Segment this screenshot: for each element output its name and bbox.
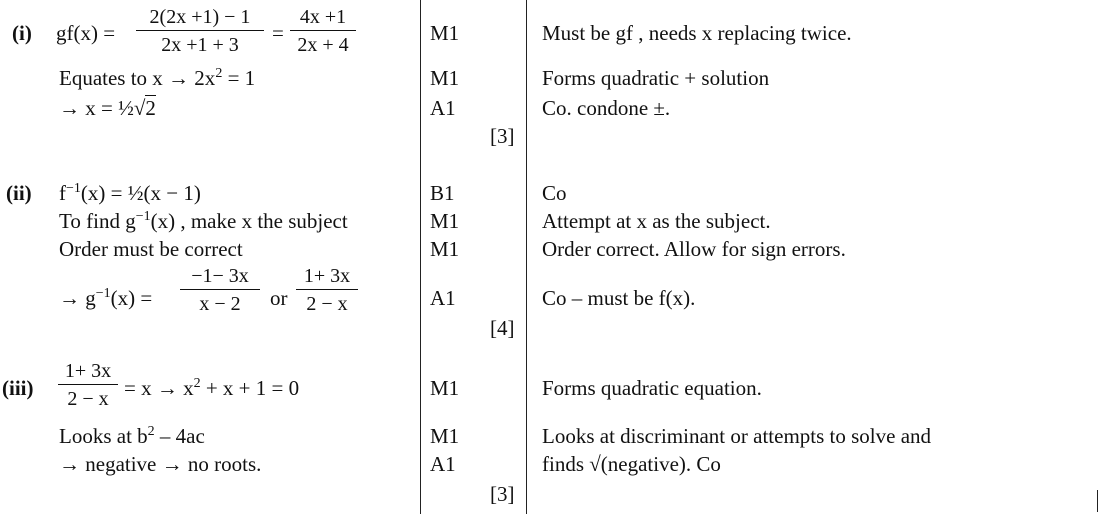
part-i-mark-1: M1	[430, 21, 460, 45]
part-i-equates-line	[59, 66, 255, 94]
part-iii-comment-3: finds √(negative). Co	[542, 452, 721, 476]
fraction-denominator: 2x +1 + 3	[136, 30, 264, 56]
part-ii-or: or	[270, 286, 288, 310]
fraction-numerator: 2(2x +1) − 1	[149, 6, 251, 28]
text: To find g	[59, 209, 136, 233]
part-ii-fraction-2	[296, 265, 358, 315]
text: Looks at b	[59, 424, 148, 448]
part-i-mark-2: M1	[430, 66, 460, 90]
part-ii-comment-2: Attempt at x as the subject.	[542, 209, 771, 233]
radicand: 2	[145, 96, 156, 120]
part-ii-total: [4]	[490, 316, 515, 340]
superscript: 2	[215, 66, 223, 81]
text: = x → x	[124, 376, 194, 400]
text: (x) = ½(x − 1)	[80, 181, 201, 205]
part-i-fraction-1	[136, 6, 264, 56]
part-ii-mark-1: B1	[430, 181, 455, 205]
part-ii-mark-2: M1	[430, 209, 460, 233]
part-iii-mark-3: A1	[430, 452, 456, 476]
part-iii-line-3: → negative → no roots.	[59, 452, 262, 476]
equates-rhs: = 1	[222, 66, 256, 90]
part-iii-label: (iii)	[2, 376, 34, 400]
fraction-numerator: 4x +1	[299, 6, 347, 28]
part-iii-comment-1: Forms quadratic equation.	[542, 376, 762, 400]
part-iii-mark-1: M1	[430, 376, 460, 400]
text: f	[59, 181, 66, 205]
result-prefix: → x = ½√	[59, 96, 146, 120]
fraction-numerator: −1− 3x	[191, 265, 249, 287]
cursor-line	[1097, 490, 1098, 512]
part-ii-label: (ii)	[6, 181, 32, 205]
part-iii-fraction	[58, 360, 118, 410]
fraction-denominator: 2 − x	[296, 289, 358, 315]
superscript: −1	[95, 286, 111, 301]
part-ii-line-3: Order must be correct	[59, 237, 243, 261]
part-i-total: [3]	[490, 124, 515, 148]
fraction-denominator: x − 2	[180, 289, 260, 315]
part-iii-total: [3]	[490, 482, 515, 506]
fraction-numerator: 1+ 3x	[303, 265, 351, 287]
divider-answer-marks	[420, 0, 421, 514]
fraction-denominator: 2x + 4	[290, 30, 356, 56]
part-i-mark-3: A1	[430, 96, 456, 120]
part-iii-comment-2: Looks at discriminant or attempts to solve and	[542, 424, 932, 448]
part-iii-mark-2: M1	[430, 424, 460, 448]
equates-text: Equates to x → 2x	[59, 66, 216, 90]
fraction-denominator: 2 − x	[58, 384, 118, 410]
text: (x) =	[110, 286, 153, 310]
part-ii-comment-3: Order correct. Allow for sign errors.	[542, 237, 846, 261]
part-ii-mark-3: M1	[430, 237, 460, 261]
part-ii-line-4	[59, 286, 152, 314]
part-i-label: (i)	[12, 21, 32, 45]
text: + x + 1 = 0	[200, 376, 300, 400]
part-i-fraction-2	[290, 6, 356, 56]
divider-marks-comments	[526, 0, 527, 514]
part-ii-comment-4: Co – must be f(x).	[542, 286, 696, 310]
part-ii-line-1	[59, 181, 201, 209]
superscript: −1	[66, 181, 81, 196]
superscript: 2	[147, 424, 155, 439]
part-i-comment-3: Co. condone ±.	[542, 96, 671, 120]
part-iii-equation	[124, 376, 299, 404]
equals-sign: =	[272, 21, 284, 45]
part-ii-comment-1: Co	[542, 181, 567, 205]
part-ii-fraction-1	[180, 265, 260, 315]
fraction-numerator: 1+ 3x	[64, 360, 112, 382]
text: (x) , make x the subject	[150, 209, 348, 233]
part-i-comment-1: Must be gf , needs x replacing twice.	[542, 21, 852, 45]
part-iii-line-2	[59, 424, 205, 452]
part-i-gf-lhs: gf(x) =	[56, 21, 116, 45]
part-i-result-line	[59, 96, 156, 120]
superscript: 2	[193, 376, 201, 391]
part-i-comment-2: Forms quadratic + solution	[542, 66, 770, 90]
text: → g	[59, 286, 96, 310]
part-ii-mark-4: A1	[430, 286, 456, 310]
part-ii-line-2	[59, 209, 348, 237]
superscript: −1	[135, 209, 151, 224]
text: – 4ac	[154, 424, 205, 448]
